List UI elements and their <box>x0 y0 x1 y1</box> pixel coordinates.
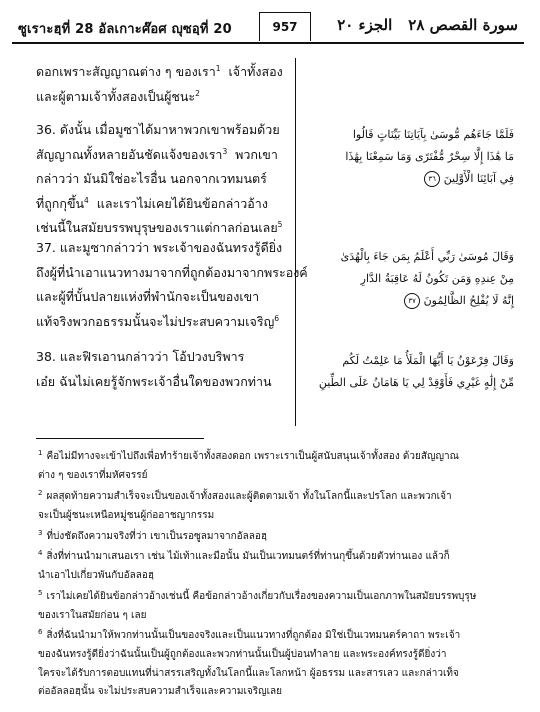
thai-line: พวกเขา <box>235 146 278 162</box>
thai-line: กล่าวว่า มันมิใช่อะไรอื่น นอกจากเวทมนตร์ <box>36 171 267 186</box>
thai-line: 36. ดังนั้น เมื่อมูซาได้มาหาพวกเขาพร้อมด้วย <box>36 122 280 137</box>
footnote-number: 2 <box>38 488 43 497</box>
footnote-line: ใครจะได้รับการตอบแทนที่น่าสรรเสริญทั้งในโลกนี้และโลกหน้า ผู้อธรรม และสารเลว และกล่าวเท็จ <box>38 667 459 679</box>
thai-line: 37. และมูซากล่าวว่า พระเจ้าของฉันทรงรู้ดียิ่ง <box>36 240 283 255</box>
footnote-line: ต่ออัลลอฮฺนั้น จะไม่ประสบความสำเร็จและความเจริญเลย <box>38 686 283 698</box>
arabic-line: فِي آبَائِنَا الْأَوَّلِينَ <box>443 172 514 185</box>
arabic-line: وَقَالَ فِرْعَوْنُ يَا أَيُّهَا الْمَلَأُ مَا عَلِمْتُ لَكُم <box>342 354 514 367</box>
footnote-marker: 2 <box>195 88 200 98</box>
footnote-line: ต่าง ๆ ของเราที่มหัศจรรย์ <box>38 469 148 481</box>
footnote-number: 4 <box>38 548 43 557</box>
footnote-number: 5 <box>38 588 43 597</box>
footnote <box>38 588 514 626</box>
page-header <box>12 14 524 44</box>
footnote-line: สิ่งที่ท่านนำมาเสนอเรา เช่น ไม้เท้าและมือนั้น มันเป็นเวทมนตร์ที่ท่านกุขึ้นด้วยตัวท่านเอง แล้วก็ <box>46 551 450 562</box>
footnote-divider <box>36 438 204 439</box>
thai-line: สัญญาณทั้งหลายอันชัดแจ้งของเรา <box>36 146 223 162</box>
column-divider <box>295 58 296 426</box>
footnote-marker: 5 <box>277 219 283 229</box>
thai-line: เอ๋ย ฉันไม่เคยรู้จักพระเจ้าอื่นใดของพวกท่าน <box>36 373 272 389</box>
arabic-verse-36 <box>306 124 514 190</box>
footnote-line: สิ่งที่ฉันนำมาให้พวกท่านนั้นเป็นของจริงและเป็นแนวทางที่ถูกต้อง มิใช่เป็นเวทมนตร์คาถา พระเจ้า <box>46 630 461 641</box>
footnote-line: ของเราในสมัยก่อน ๆ เลย <box>38 609 147 621</box>
footnote <box>38 488 514 526</box>
footnote <box>38 528 514 547</box>
verse-number-marker: ٣٦ <box>424 171 440 187</box>
arabic-verse-38 <box>306 350 514 394</box>
arabic-line: فَلَمَّا جَاءَهُم مُّوسَىٰ بِآيَاتِنَا بَيِّنَاتٍ قَالُوا <box>352 128 514 141</box>
footnote <box>38 627 514 702</box>
thai-verse-36 <box>36 118 288 241</box>
footnote-number: 6 <box>38 627 43 636</box>
footnote <box>38 548 514 586</box>
arabic-verse-37 <box>306 246 514 312</box>
thai-line: ถึงผู้ที่นำเอาแนวทางมาจากที่ถูกต้องมาจากพระองค์ <box>36 264 308 280</box>
footnote-line: นำเอาไปเกี่ยวพันกับอัลลอฮฺ <box>38 569 155 581</box>
thai-line: 38. และฟิรเอานกล่าวว่า โอ้ปวงบริพาร <box>36 349 245 364</box>
thai-verse-37 <box>36 236 308 334</box>
page-number: 957 <box>259 12 311 41</box>
arabic-line: مِّنْ إِلَٰهٍ غَيْرِي فَأَوْقِدْ لِي يَا هَامَانُ عَلَى الطِّينِ <box>318 376 514 389</box>
footnote-number: 1 <box>38 448 43 457</box>
header-surah: سورة القصص ٢٨ <box>408 16 518 34</box>
header-arabic-title <box>321 16 518 34</box>
arabic-line: مَا هَٰذَا إِلَّا سِحْرٌ مُّفْتَرًى وَمَا سَمِعْنَا بِهَٰذَا <box>345 150 514 163</box>
header-juz: الجزء ٢٠ <box>337 16 393 34</box>
footnote-marker: 6 <box>274 313 280 323</box>
arabic-line: وَقَالَ مُوسَىٰ رَبِّي أَعْلَمُ بِمَن جَاءَ بِالْهُدَىٰ <box>340 250 514 263</box>
header-rule <box>12 42 524 44</box>
thai-line: แท้จริงพวกอธรรมนั้นจะไม่ประสบความเจริญ <box>36 313 275 329</box>
footnote-line: คือไม่มีทางจะเข้าไปถึงเพื่อทำร้ายเจ้าทั้งสองดอก เพราะเราเป็นผู้สนับสนุนเจ้าทั้งสอง ด้วยสัญญาณ <box>46 451 459 462</box>
footnote-line: เราไม่เคยได้ยินข้อกล่าวอ้างเช่นนี้ คือข้อกล่าวอ้างเกี่ยวกับเรื่องของความเป็นเอกภาพในสมัยบรรพบุรุษ <box>46 591 477 602</box>
thai-line: ที่ถูกกุขึ้น <box>36 195 85 211</box>
thai-line: และผู้ที่บั้นปลายแห่งที่พำนักจะเป็นของเขา <box>36 289 260 304</box>
footnote-number: 3 <box>38 528 43 537</box>
thai-line: และเราไม่เคยได้ยินข้อกล่าวอ้าง <box>96 195 268 211</box>
footnote-line: ผลสุดท้ายความสำเร็จจะเป็นของเจ้าทั้งสองและผู้ติดตามเจ้า ทั้งในโลกนี้และปรโลก และพวกเจ้า <box>46 491 452 502</box>
footnote-line: จะเป็นผู้ชนะเหนือหมู่ชนผู้ก่ออาชญากรรม <box>38 509 215 521</box>
footnote-line: ของฉันทรงรู้ดียิ่งว่าฉันนั้นเป็นผู้ถูกต้องและพวกท่านนั้นเป็นผู้บ่อนทำลาย และพระองค์ทรงรู้ดียิ่งว่า <box>38 648 447 660</box>
thai-line: ดอกเพราะสัญญาณต่าง ๆ ของเรา <box>36 64 216 79</box>
thai-paragraph-continuation <box>36 60 288 109</box>
footnote-marker: 4 <box>84 195 89 205</box>
thai-line: เช่นนี้ในสมัยบรรพบุรุษของเราแต่กาลก่อนเลย <box>36 220 278 235</box>
arabic-line: إِنَّهُ لَا يُفْلِحُ الظَّالِمُونَ <box>423 294 514 307</box>
thai-line: และผู้ตามเจ้าทั้งสองเป็นผู้ชนะ <box>36 88 196 104</box>
arabic-line: مِنْ عِندِهِ وَمَن تَكُونُ لَهُ عَاقِبَةُ الدَّارِ <box>360 272 514 285</box>
verse-number-marker: ٣٧ <box>404 293 420 309</box>
footnote <box>38 448 514 486</box>
thai-line: เจ้าทั้งสอง <box>228 64 283 79</box>
footnote-marker: 3 <box>222 146 228 156</box>
footnote-marker: 1 <box>215 63 221 73</box>
footnote-line: ที่บ่งชัดถึงความจริงที่ว่า เขาเป็นรอซูลมาจากอัลลอฮฺ <box>46 531 268 542</box>
header-thai-title: ซูเราะฮฺที่ 28 อัลเกาะศ๊อศ ญุซอฺที่ 20 <box>18 22 232 37</box>
thai-verse-38 <box>36 345 288 394</box>
